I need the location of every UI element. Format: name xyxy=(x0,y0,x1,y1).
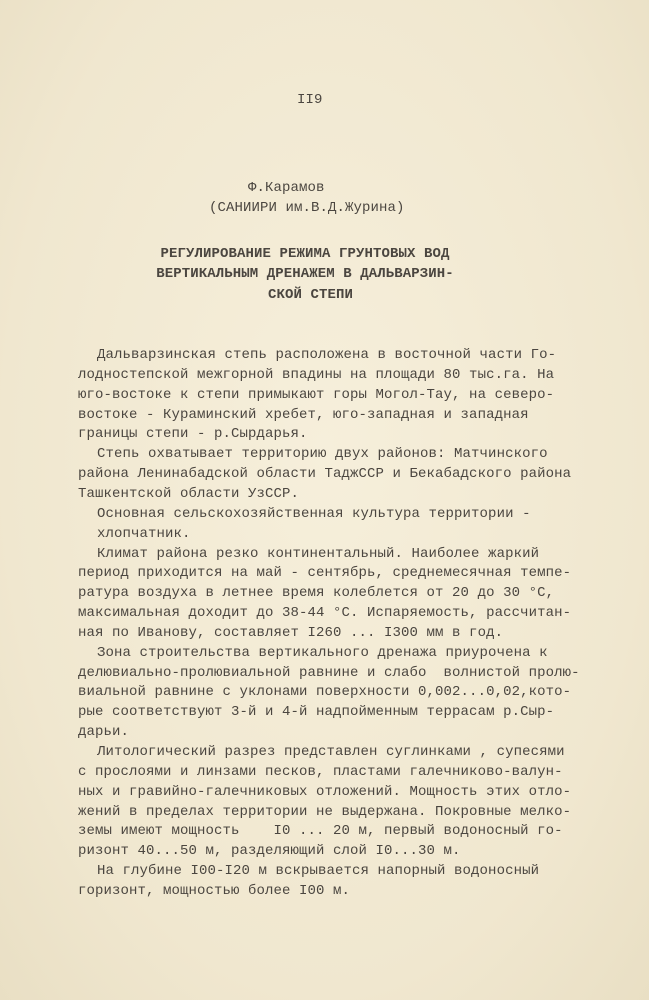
title-line: ВЕРТИКАЛЬНЫМ ДРЕНАЖЕМ В ДАЛЬВАРЗИН- xyxy=(156,266,454,282)
body-line: хлопчатник. xyxy=(97,525,191,542)
body-line: с прослоями и линзами песков, пластами галечниково-валун- xyxy=(78,763,563,780)
body-line: рые соответствуют 3-й и 4-й надпойменным террасам р.Сыр- xyxy=(78,704,555,721)
body-line: земы имеют мощность I0 ... 20 м, первый водоносный го- xyxy=(78,823,563,840)
body-line: границы степи - р.Сырдарья. xyxy=(78,426,308,443)
body-line: период приходится на май - сентябрь, среднемесячная темпе- xyxy=(78,565,572,582)
body-line: Литологический разрез представлен суглинками , супесями xyxy=(97,744,565,760)
body-line: Дальварзинская степь расположена в восточной части Го- xyxy=(97,347,557,363)
body-line: делювиально-пролювиальной равнине и слабо волнистой пролю- xyxy=(78,664,580,681)
body-line: ная по Иванову, составляет I260 ... I300 мм в год. xyxy=(78,624,504,641)
body-line: максимальная доходит до 38-44 °С. Испаряемость, рассчитан- xyxy=(78,605,572,622)
author: Ф.Карамов xyxy=(248,180,325,196)
body-line: Степь охватывает территорию двух районов: Матчинского xyxy=(97,446,548,463)
body-line: виальной равнине с уклонами поверхности 0,002...0,02,кото- xyxy=(78,684,572,701)
body-line: На глубине I00-I20 м вскрывается напорный водоносный xyxy=(97,863,540,880)
body-line: востоке - Кураминский хребет, юго-западная и западная xyxy=(78,406,529,423)
body-line: Основная сельскохозяйственная культура территории - xyxy=(97,505,531,522)
page-number: II9 xyxy=(297,92,323,108)
body-line: Зона строительства вертикального дренажа приурочена к xyxy=(97,644,548,661)
body-line: жений в пределах территории не выдержана. Покровные мелко- xyxy=(78,803,572,820)
body-line: дарьи. xyxy=(78,724,130,741)
body-line: юго-востоке к степи примыкают горы Могол-Тау, на северо- xyxy=(78,386,555,403)
body-line: района Ленинабадской области ТаджССР и Бекабадского района xyxy=(78,466,572,483)
affiliation: (САНИИРИ им.В.Д.Журина) xyxy=(209,200,405,216)
body-line: горизонт, мощностью более I00 м. xyxy=(78,882,351,899)
body-line: Климат района резко континентальный. Наиболее жаркий xyxy=(97,545,540,562)
body-line: Ташкентской области УзССР. xyxy=(78,485,300,502)
title-line: СКОЙ СТЕПИ xyxy=(268,287,354,303)
body-line: ризонт 40...50 м, разделяющий слой I0...30 м. xyxy=(78,843,461,860)
body-line: лодностепской межгорной впадины на площади 80 тыс.га. На xyxy=(78,366,555,383)
title-line: РЕГУЛИРОВАНИЕ РЕЖИМА ГРУНТОВЫХ ВОД xyxy=(160,246,450,262)
body-line: ных и гравийно-галечниковых отложений. Мощность этих отло- xyxy=(78,783,572,800)
body-line: ратура воздуха в летнее время колеблется от 20 до 30 °С, xyxy=(78,585,555,602)
